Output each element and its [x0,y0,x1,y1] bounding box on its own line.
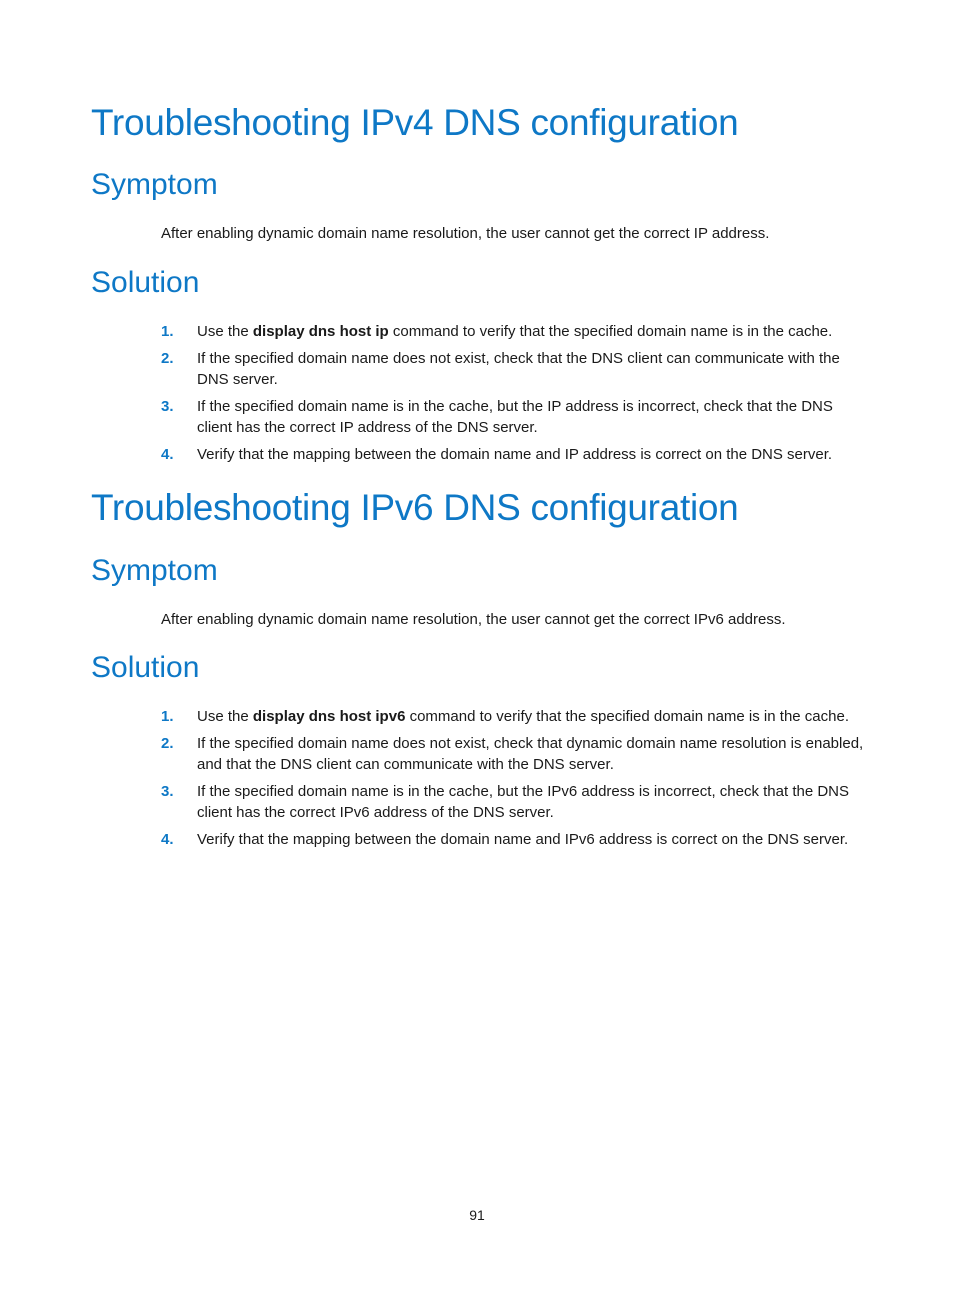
symptom-heading-ipv4: Symptom [91,168,218,201]
step-text: If the specified domain name is in the cache, but the IPv6 address is incorrect, check that the DNS client has the correct IPv6 address of the DNS server. [197,783,850,821]
list-item [161,781,871,823]
step-number: 4. [161,831,174,848]
section-title-ipv6: Troubleshooting IPv6 DNS configuration [91,487,739,528]
step-number: 3. [161,398,174,415]
step-number: 2. [161,735,174,752]
step-text: If the specified domain name does not exist, check that the DNS client can communicate with the DNS server. [197,350,840,388]
list-item [161,348,871,390]
command-text: display dns host ipv6 [252,708,406,725]
step-text-tail: command to verify that the specified domain name is in the cache. [405,708,849,725]
list-item [161,444,871,465]
step-text: Verify that the mapping between the domain name and IP address is correct on the DNS server. [197,446,833,463]
step-number: 3. [161,783,174,800]
step-text: If the specified domain name is in the cache, but the IP address is incorrect, check that the DNS client has the correct IP address of the DNS server. [197,398,833,436]
list-item [161,706,871,727]
list-item [161,396,871,438]
list-item [161,829,871,850]
step-number: 1. [161,708,174,725]
command-text: display dns host ip [252,323,389,340]
step-text: Use the [197,323,253,340]
page-number: 91 [469,1207,485,1223]
step-text: Verify that the mapping between the domain name and IPv6 address is correct on the DNS server. [197,831,849,848]
solution-heading-ipv4: Solution [91,266,200,299]
symptom-text-ipv6: After enabling dynamic domain name resolution, the user cannot get the correct IPv6 address. [161,611,786,628]
step-text: Use the [197,708,253,725]
step-number: 1. [161,323,174,340]
step-text: If the specified domain name does not exist, check that dynamic domain name resolution is enabled, and that the DNS client can communicate with the DNS server. [197,735,864,773]
step-number: 4. [161,446,174,463]
solution-steps-ipv4 [161,321,871,471]
symptom-heading-ipv6: Symptom [91,554,218,587]
symptom-text-ipv4: After enabling dynamic domain name resolution, the user cannot get the correct IP address. [161,225,770,242]
step-text-tail: command to verify that the specified domain name is in the cache. [388,323,833,340]
section-title-ipv4: Troubleshooting IPv4 DNS configuration [91,102,739,143]
solution-steps-ipv6 [161,706,871,856]
list-item [161,733,871,775]
solution-heading-ipv6: Solution [91,651,200,684]
list-item [161,321,871,342]
step-number: 2. [161,350,174,367]
